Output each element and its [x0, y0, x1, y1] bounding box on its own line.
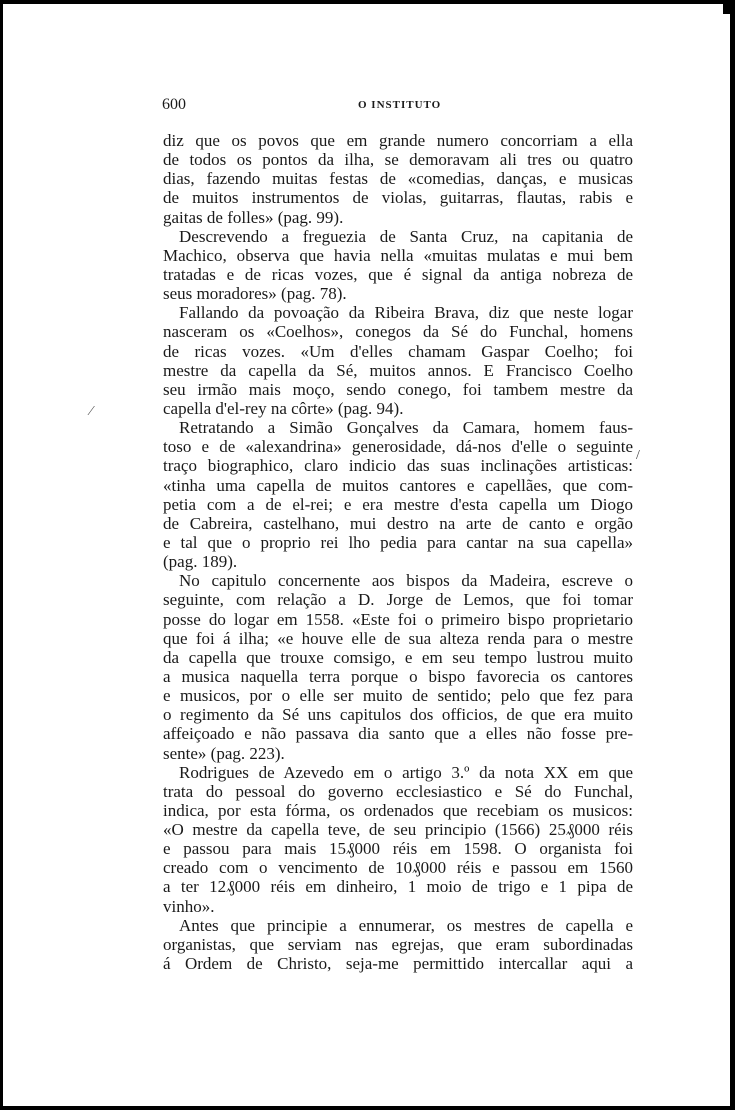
margin-tick-right: /	[636, 448, 640, 463]
text-line: de todos os pontos da ilha, se demoravam ali tres ou quatro	[163, 150, 633, 170]
text-line: de muitos instrumentos de violas, guitarras, flautas, rabis e	[163, 188, 633, 208]
text-line: a ter 12₰000 réis em dinheiro, 1 moio de trigo e 1 pipa de	[163, 877, 633, 897]
text-line: vinho».	[163, 896, 215, 916]
running-head: O INSTITUTO	[358, 99, 442, 111]
text-line: «O mestre da capella teve, de seu principio (1566) 25₰000 réis	[163, 820, 633, 840]
text-line: creado com o vencimento de 10₰000 réis e passou em 1560	[163, 858, 633, 878]
text-line: e passou para mais 15₰000 réis em 1598. O organista foi	[163, 839, 633, 859]
text-line: da capella que trouxe comsigo, e em seu tempo lustrou muito	[163, 647, 633, 667]
text-line: (pag. 189).	[163, 552, 238, 572]
text-line: o regimento da Sé uns capitulos dos officios, de que era muito	[163, 705, 633, 725]
text-line: seu irmão mais moço, sendo conego, foi tambem mestre da	[163, 379, 633, 399]
text-line: traço biographico, claro indicio das suas inclinações artisticas:	[163, 456, 633, 476]
text-line: nasceram os «Coelhos», conegos da Sé do Funchal, homens	[163, 322, 633, 342]
text-line: de ricas vozes. «Um d'elles chamam Gaspar Coelho; foi	[163, 341, 633, 361]
text-line: toso e de «alexandrina» generosidade, dá-nos d'elle o seguinte	[163, 437, 633, 457]
text-line: No capitulo concernente aos bispos da Madeira, escreve o	[179, 571, 633, 591]
corner-mark	[723, 4, 730, 14]
text-line: e tal que o proprio rei lho pedia para cantar na sua capella»	[163, 532, 633, 552]
text-line: Descrevendo a freguezia de Santa Cruz, na capitania de	[179, 226, 633, 246]
text-line: «tinha uma capella de muitos cantores e capellães, que com-	[163, 475, 633, 495]
text-line: de Cabreira, castelhano, mui destro na arte de canto e orgão	[163, 513, 633, 533]
margin-tick-left: ⁄	[90, 404, 93, 419]
text-line: sente» (pag. 223).	[163, 743, 285, 763]
text-line: petia com a de el-rei; e era mestre d'esta capella um Diogo	[163, 494, 633, 514]
text-line: diz que os povos que em grande numero concorriam a ella	[163, 131, 633, 150]
text-line: tratadas e de ricas vozes, que é signal da antiga nobreza de	[163, 264, 633, 284]
text-line: dias, fazendo muitas festas de «comedias, danças, e musicas	[163, 169, 633, 189]
text-line: organistas, que serviam nas egrejas, que eram subordinadas	[163, 934, 633, 954]
text-line: mestre da capella da Sé, muitos annos. E Francisco Coelho	[163, 360, 633, 380]
text-line: seus moradores» (pag. 78).	[163, 284, 347, 304]
text-line: a musica naquella terra porque o bispo favorecia os cantores	[163, 666, 633, 686]
text-line: Machico, observa que havia nella «muitas mulatas e mui bem	[163, 245, 633, 265]
text-line: Rodrigues de Azevedo em o artigo 3.º da nota XX em que	[179, 762, 633, 782]
text-line: que foi á ilha; «e houve elle de sua alteza renda para o mestre	[163, 628, 633, 648]
page-header	[162, 96, 632, 116]
text-line: indica, por esta fórma, os ordenados que recebiam os musicos:	[163, 800, 633, 820]
text-line: e musicos, por o elle ser muito de sentido; pelo que fez para	[163, 686, 633, 706]
body-text	[163, 131, 633, 973]
text-line: capella d'el-rey na côrte» (pag. 94).	[163, 398, 404, 418]
text-line: posse do logar em 1558. «Este foi o primeiro bispo proprietario	[163, 609, 633, 629]
text-line: á Ordem de Christo, seja-me permittido intercallar aqui a	[163, 954, 633, 974]
text-line: affeiçoado e não passava dia santo que a elles não fosse pre-	[163, 724, 633, 744]
page-number: 600	[162, 96, 186, 113]
text-line: Fallando da povoação da Ribeira Brava, diz que neste logar	[179, 303, 633, 323]
text-line: gaitas de folles» (pag. 99).	[163, 207, 344, 227]
text-line: Antes que principie a ennumerar, os mestres de capella e	[179, 915, 633, 935]
text-line: trata do pessoal do governo ecclesiastico e Sé do Funchal,	[163, 781, 633, 801]
text-line: seguinte, com relação a D. Jorge de Lemos, que foi tomar	[163, 590, 633, 610]
text-line: Retratando a Simão Gonçalves da Camara, homem faus-	[179, 418, 633, 438]
